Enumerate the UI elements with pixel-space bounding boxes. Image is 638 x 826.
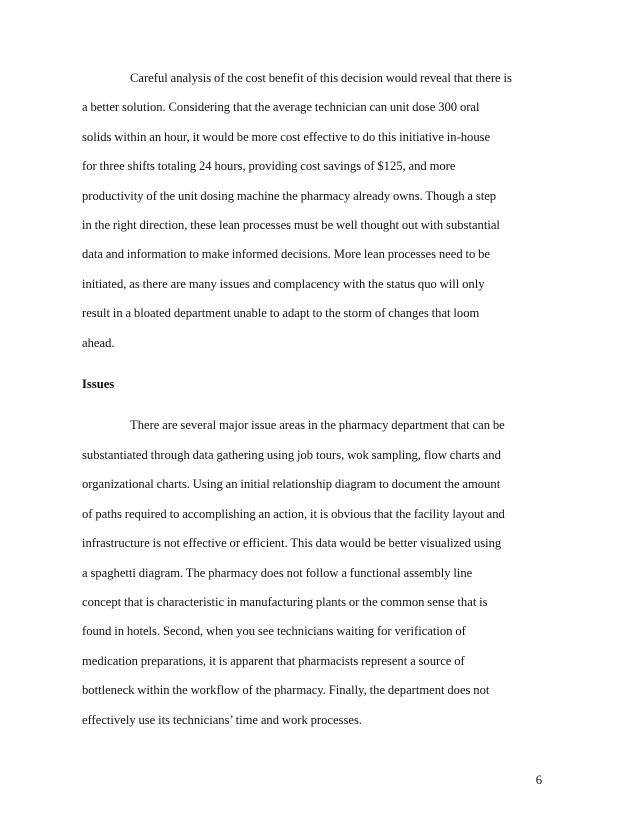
paragraph-line: concept that is characteristic in manufacturing plants or the common sense that is: [82, 594, 488, 609]
paragraph-line: found in hotels. Second, when you see technicians waiting for verification of: [82, 624, 466, 639]
paragraph-line: for three shifts totaling 24 hours, providing cost savings of $125, and more: [82, 159, 456, 174]
page-number: 6: [535, 773, 542, 787]
paragraph-line: a better solution. Considering that the average technician can unit dose 300 oral: [82, 100, 480, 115]
paragraph-line: data and information to make informed decisions. More lean processes need to be: [82, 247, 491, 262]
paragraph-line: initiated, as there are many issues and complacency with the status quo will only: [82, 276, 485, 291]
paragraph-cost-benefit: [82, 64, 552, 358]
section-heading-issues: Issues: [82, 377, 115, 392]
paragraph-line: organizational charts. Using an initial relationship diagram to document the amount: [82, 477, 501, 492]
paragraph-line: bottleneck within the workflow of the pharmacy. Finally, the department does not: [82, 683, 490, 698]
paragraph-line: in the right direction, these lean processes must be well thought out with substantial: [82, 218, 500, 233]
paragraph-line: productivity of the unit dosing machine the pharmacy already owns. Though a step: [82, 188, 497, 203]
paragraph-line: substantiated through data gathering using job tours, wok sampling, flow charts and: [82, 447, 501, 462]
paragraph-line: infrastructure is not effective or efficient. This data would be better visualized using: [82, 536, 502, 551]
paragraph-line: solids within an hour, it would be more cost effective to do this initiative in-house: [82, 129, 491, 144]
paragraph-line: result in a bloated department unable to adapt to the storm of changes that loom: [82, 306, 480, 321]
paragraph-line: a spaghetti diagram. The pharmacy does not follow a functional assembly line: [82, 565, 473, 580]
paragraph-line: medication preparations, it is apparent that pharmacists represent a source of: [82, 653, 465, 668]
paragraph-line: of paths required to accomplishing an action, it is obvious that the facility layout and: [82, 506, 505, 521]
paragraph-line: ahead.: [82, 335, 115, 350]
paragraph-line: There are several major issue areas in the pharmacy department that can be: [130, 418, 505, 433]
paragraph-issues: [82, 411, 552, 734]
page-body: [82, 64, 552, 735]
paragraph-line: effectively use its technicians’ time and work processes.: [82, 712, 362, 727]
paragraph-line: Careful analysis of the cost benefit of this decision would reveal that there is: [130, 71, 512, 85]
